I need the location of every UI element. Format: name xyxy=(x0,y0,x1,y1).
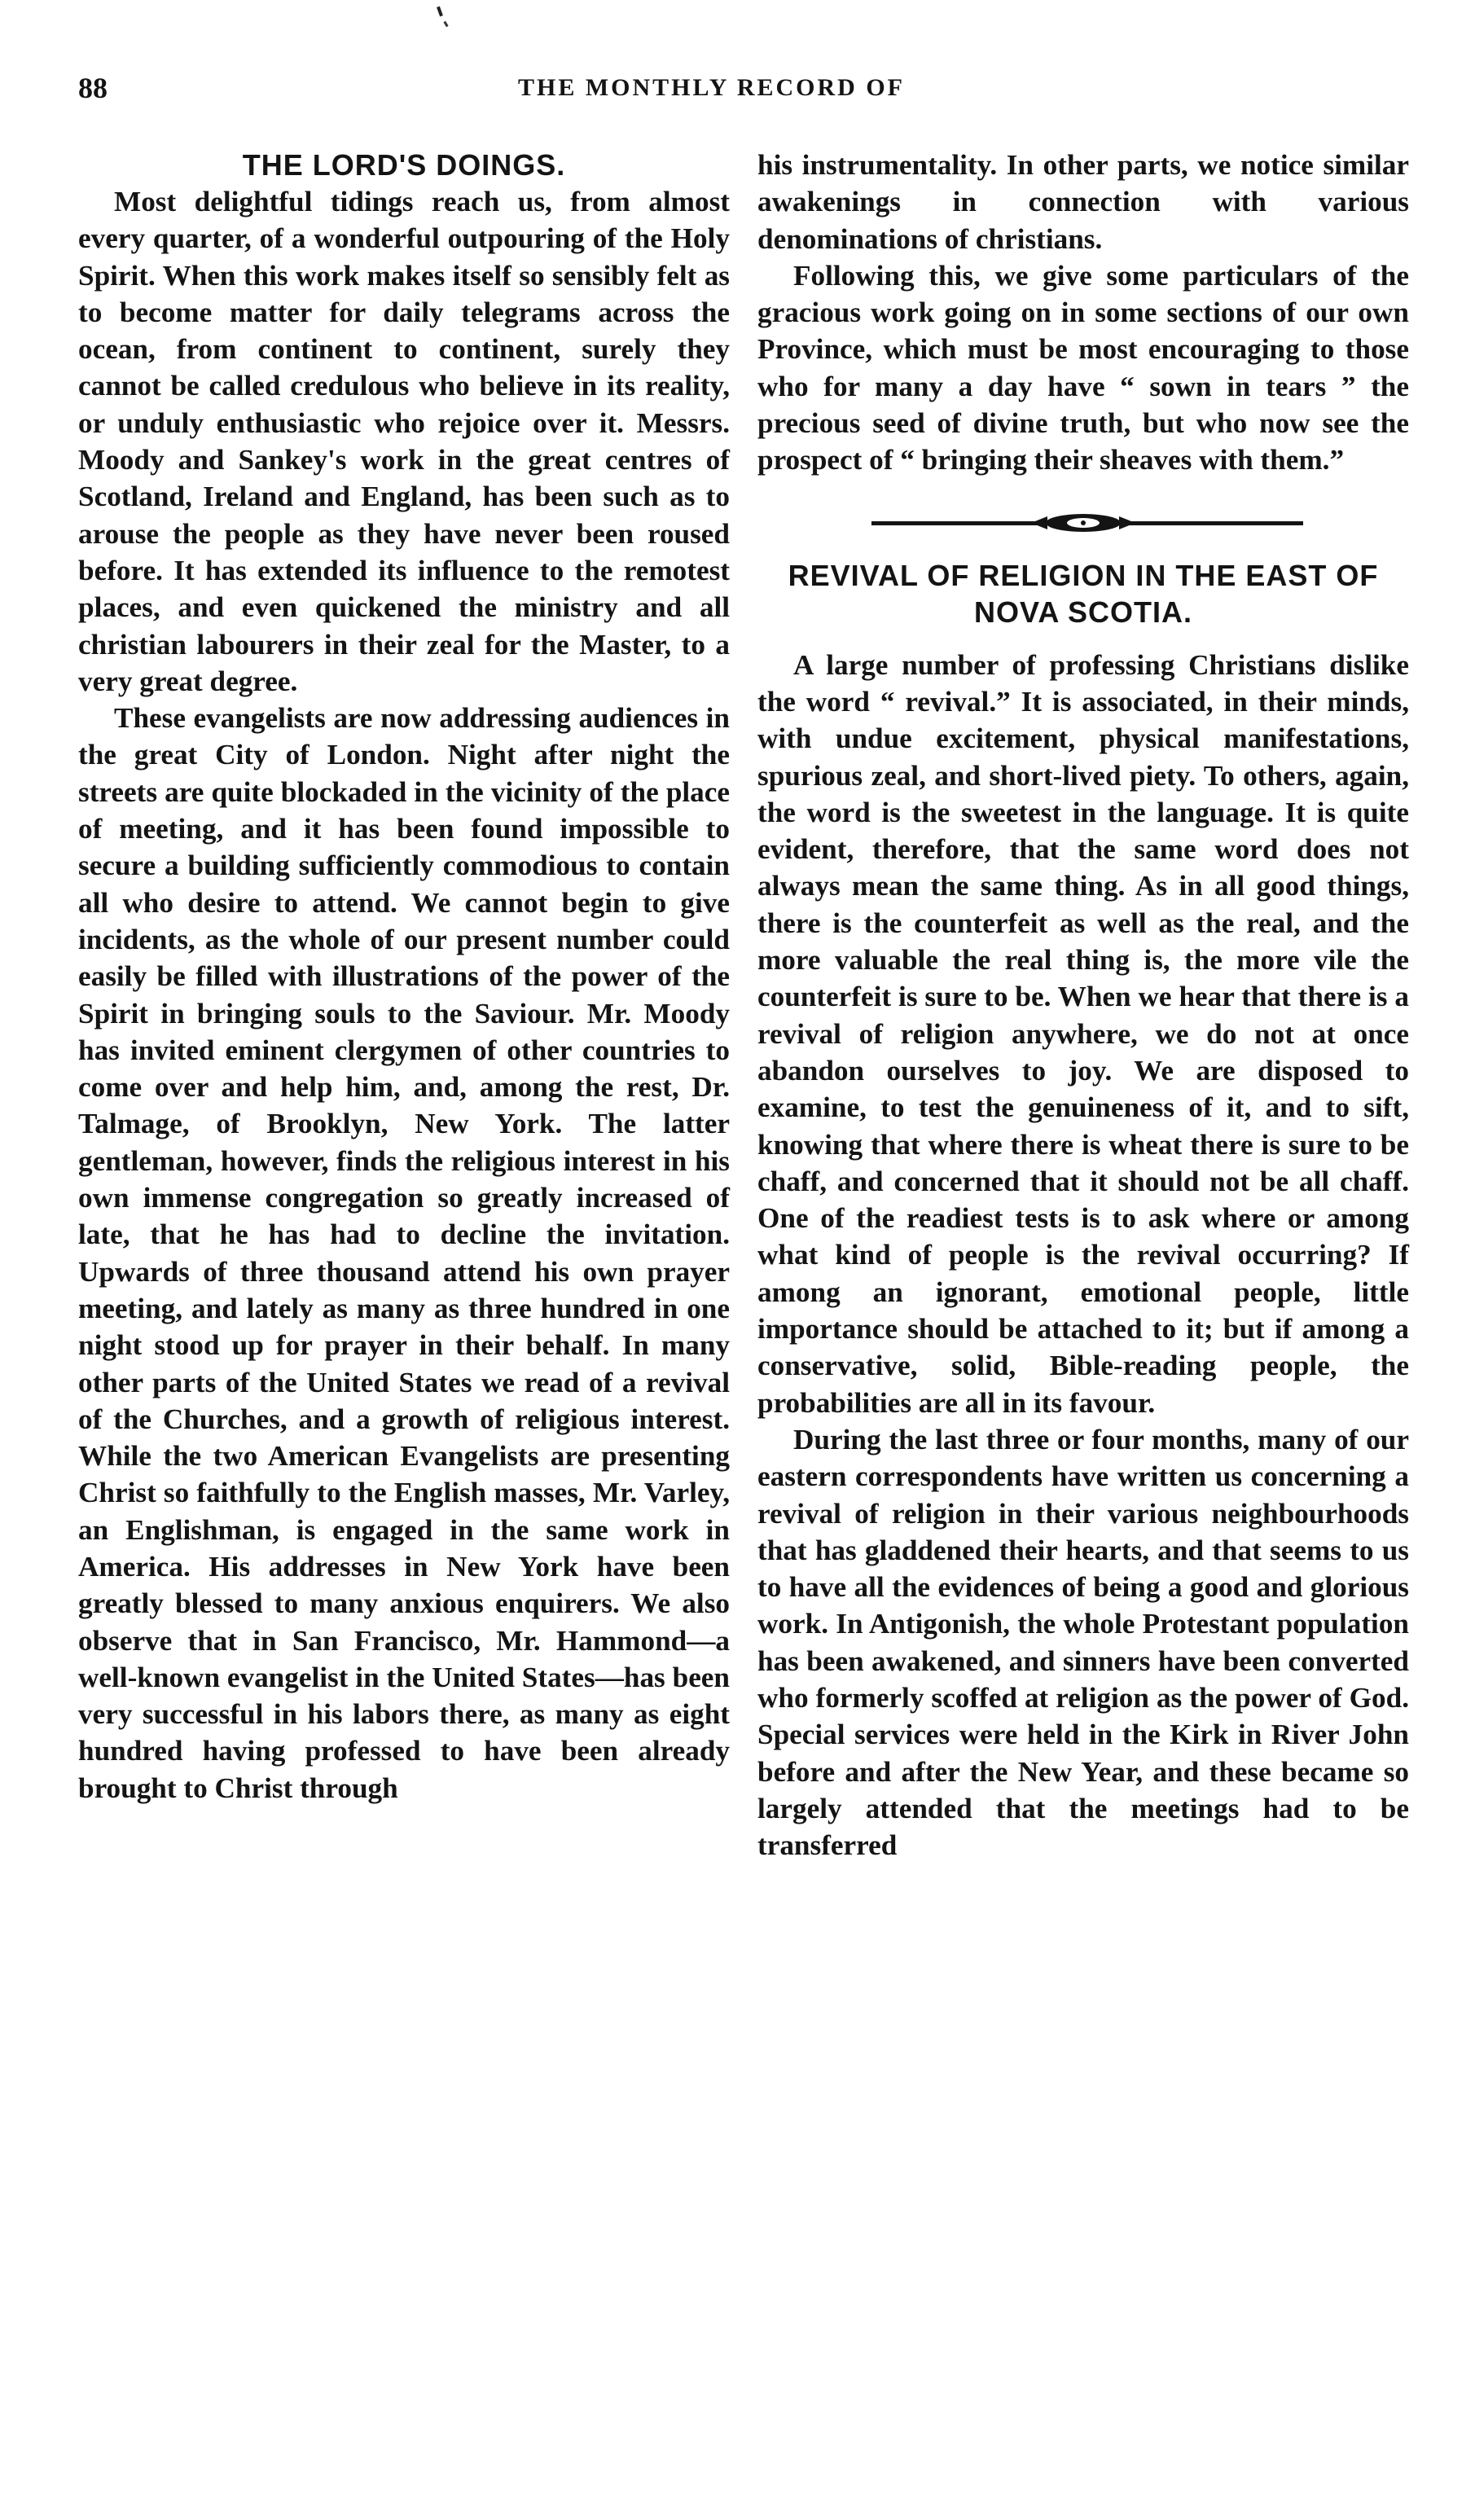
article-paragraph: A large number of professing Christians dislike the word “ revival.” It is associated, in their minds, with undue excitement, physical manifestations, spurious zeal, and short-lived piety. To others, again, the word is the sweetest in the language. It is quite evident, therefore, that the same word does not always mean the same thing. As in all good things, there is the counterfeit as well as the real, and the more valuable the real thing is, the more vile the counterfeit is sure to be. When we hear that there is a revival of religion anywhere, we do not at once abandon ourselves to joy. We are disposed to examine, to test the genuineness of it, and to sift, knowing that where there is wheat there is sure to be chaff, and concerned that it should not be all chaff. One of the readiest tests is to ask where or among what kind of people is the revival occurring? If among an ignorant, emotional people, little importance should be attached to it; but if among a conservative, solid, Bible-reading people, the probabilities are all in its favour. xyxy=(757,648,1409,1419)
left-column xyxy=(78,147,730,1807)
ink-speck xyxy=(437,7,443,17)
article-paragraph-continued: his instrumentality. In other parts, we notice similar awakenings in connection with various denominations of christians. xyxy=(757,149,1409,255)
ornament-icon xyxy=(1026,511,1140,534)
article-paragraph: These evangelists are now addressing audiences in the great City of London. Night after night the streets are quite blockaded in the vicinity of the place of meeting, and it has been found impossible to secure a building sufficiently commodious to contain all who desire to attend. We cannot begin to give incidents, as the whole of our present number could easily be filled with illustrations of the power of the Spirit in bringing souls to the Saviour. Mr. Moody has invited eminent clergymen of other countries to come over and help him, and, among the rest, Dr. Talmage, of Brooklyn, New York. The latter gentleman, however, finds the religious interest in his own immense congregation so greatly increased of late, that he has had to decline the invitation. Upwards of three thousand attend his own prayer meeting, and lately as many as three hundred in one night stood up for prayer in their behalf. In many other parts of the United States we read of a revival of the Churches, and a growth of religious interest. While the two American Evangelists are presenting Christ so faithfully to the English masses, Mr. Varley, an Englishman, is engaged in the same work in America. His addresses in New York have been greatly blessed to many anxious enquirers. We also observe that in San Francisco, Mr. Hammond—a well-known evangelist in the United States—has been very successful in his labors there, as many as eight hundred having professed to have been already brought to Christ through xyxy=(78,702,730,1804)
page-number: 88 xyxy=(78,72,108,104)
article-title-revival: REVIVAL OF RELIGION IN THE EAST OF NOVA SCOTIA. xyxy=(788,558,1379,629)
article-title-lords-doings: THE LORD'S DOINGS. xyxy=(242,148,566,182)
right-column xyxy=(757,147,1409,1864)
ink-speck xyxy=(443,21,448,28)
article-paragraph: Most delightful tidings reach us, from almost every quarter, of a wonderful outpouring of the Holy Spirit. When this work makes itself so sensibly felt as to become matter for daily telegrams across the ocean, from continent to continent, surely they cannot be called credulous who believe in its reality, or unduly enthusiastic who rejoice over it. Messrs. Moody and Sankey's work in the great centres of Scotland, Ireland and England, has been such as to arouse the people as they have never been roused before. It has extended its influence to the remotest places, and even quickened the ministry and all christian labourers in their zeal for the Master, to a very great degree. xyxy=(78,186,730,697)
journal-title: THE MONTHLY RECORD OF xyxy=(518,74,905,101)
article-paragraph: During the last three or four months, many of our eastern correspondents have written us concerning a revival of religion in their various neighbourhoods that has gladdened their hearts, and that seems to us to have all the evidences of being a good and glorious work. In Antigonish, the whole Protestant population has been awakened, and sinners have been converted who formerly scoffed at religion as the power of God. Special services were held in the Kirk in River John before and after the New Year, and these became so largely attended that the meetings had to be transferred xyxy=(757,1423,1409,1862)
section-divider-ornament xyxy=(757,505,1409,541)
article-paragraph: Following this, we give some particulars of the gracious work going on in some sections of our own Province, which must be most encouraging to those who for many a day have “ sown in tears ” the precious seed of divine truth, but who now see the prospect of “ bringing their sheaves with them.” xyxy=(757,259,1409,476)
running-header xyxy=(78,70,1414,106)
